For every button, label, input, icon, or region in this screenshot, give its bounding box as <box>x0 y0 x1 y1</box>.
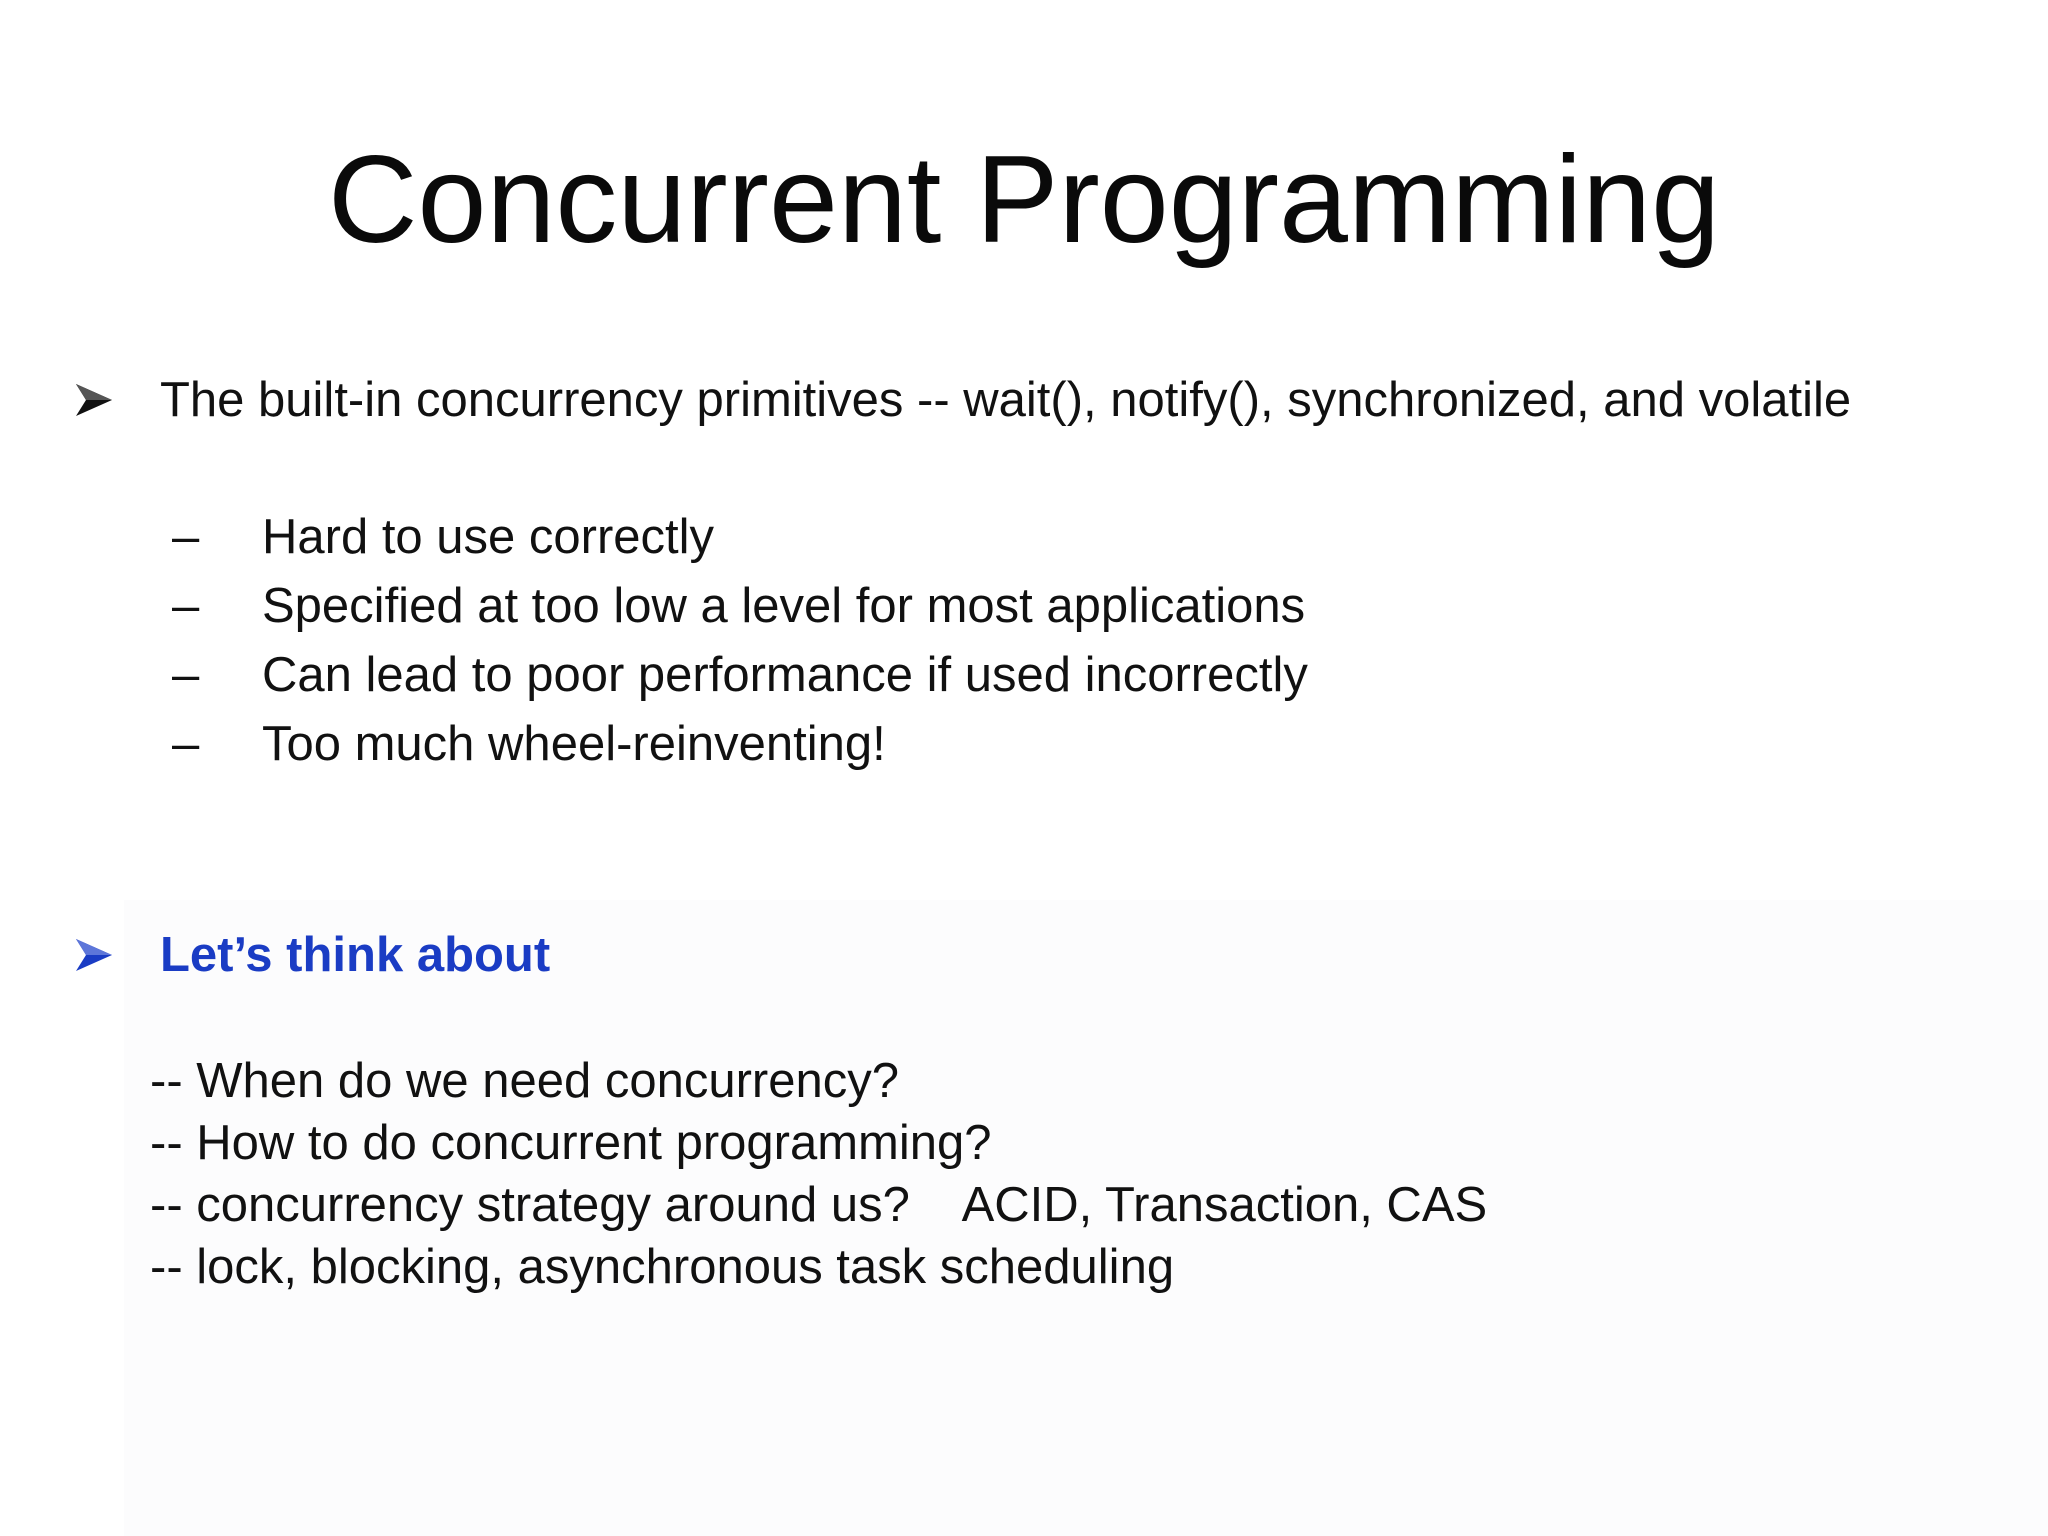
list-item: -- concurrency strategy around us? ACID, Transaction, CAS <box>150 1178 1488 1232</box>
list-item-text: Can lead to poor performance if used incorrectly <box>262 648 1308 702</box>
list-item <box>172 572 1308 641</box>
list-item <box>172 503 1308 572</box>
think-about-lines <box>150 1050 1487 1298</box>
bullet-primitives <box>74 370 1851 430</box>
list-item <box>172 641 1308 710</box>
bullet-think-about <box>74 925 550 985</box>
dash-marker: – <box>172 510 200 564</box>
slide-title: Concurrent Programming <box>327 131 1721 269</box>
list-item-text: Too much wheel-reinventing! <box>262 717 886 771</box>
arrowhead-bullet-icon <box>74 382 114 418</box>
arrowhead-bullet-icon <box>74 937 114 973</box>
list-item: -- How to do concurrent programming? <box>150 1116 992 1170</box>
list-item: -- When do we need concurrency? <box>150 1054 899 1108</box>
list-item-text: Specified at too low a level for most applications <box>262 579 1306 633</box>
dash-marker: – <box>172 579 200 633</box>
list-item: -- lock, blocking, asynchronous task scheduling <box>150 1240 1175 1294</box>
list-item <box>172 710 1308 779</box>
dash-marker: – <box>172 717 200 771</box>
dash-marker: – <box>172 648 200 702</box>
primitives-sublist <box>172 503 1308 779</box>
bullet-primitives-text: The built-in concurrency primitives -- wait(), notify(), synchronized, and volatile <box>160 373 1852 427</box>
list-item-text: Hard to use correctly <box>262 510 715 564</box>
bullet-think-about-text: Let’s think about <box>160 928 551 982</box>
